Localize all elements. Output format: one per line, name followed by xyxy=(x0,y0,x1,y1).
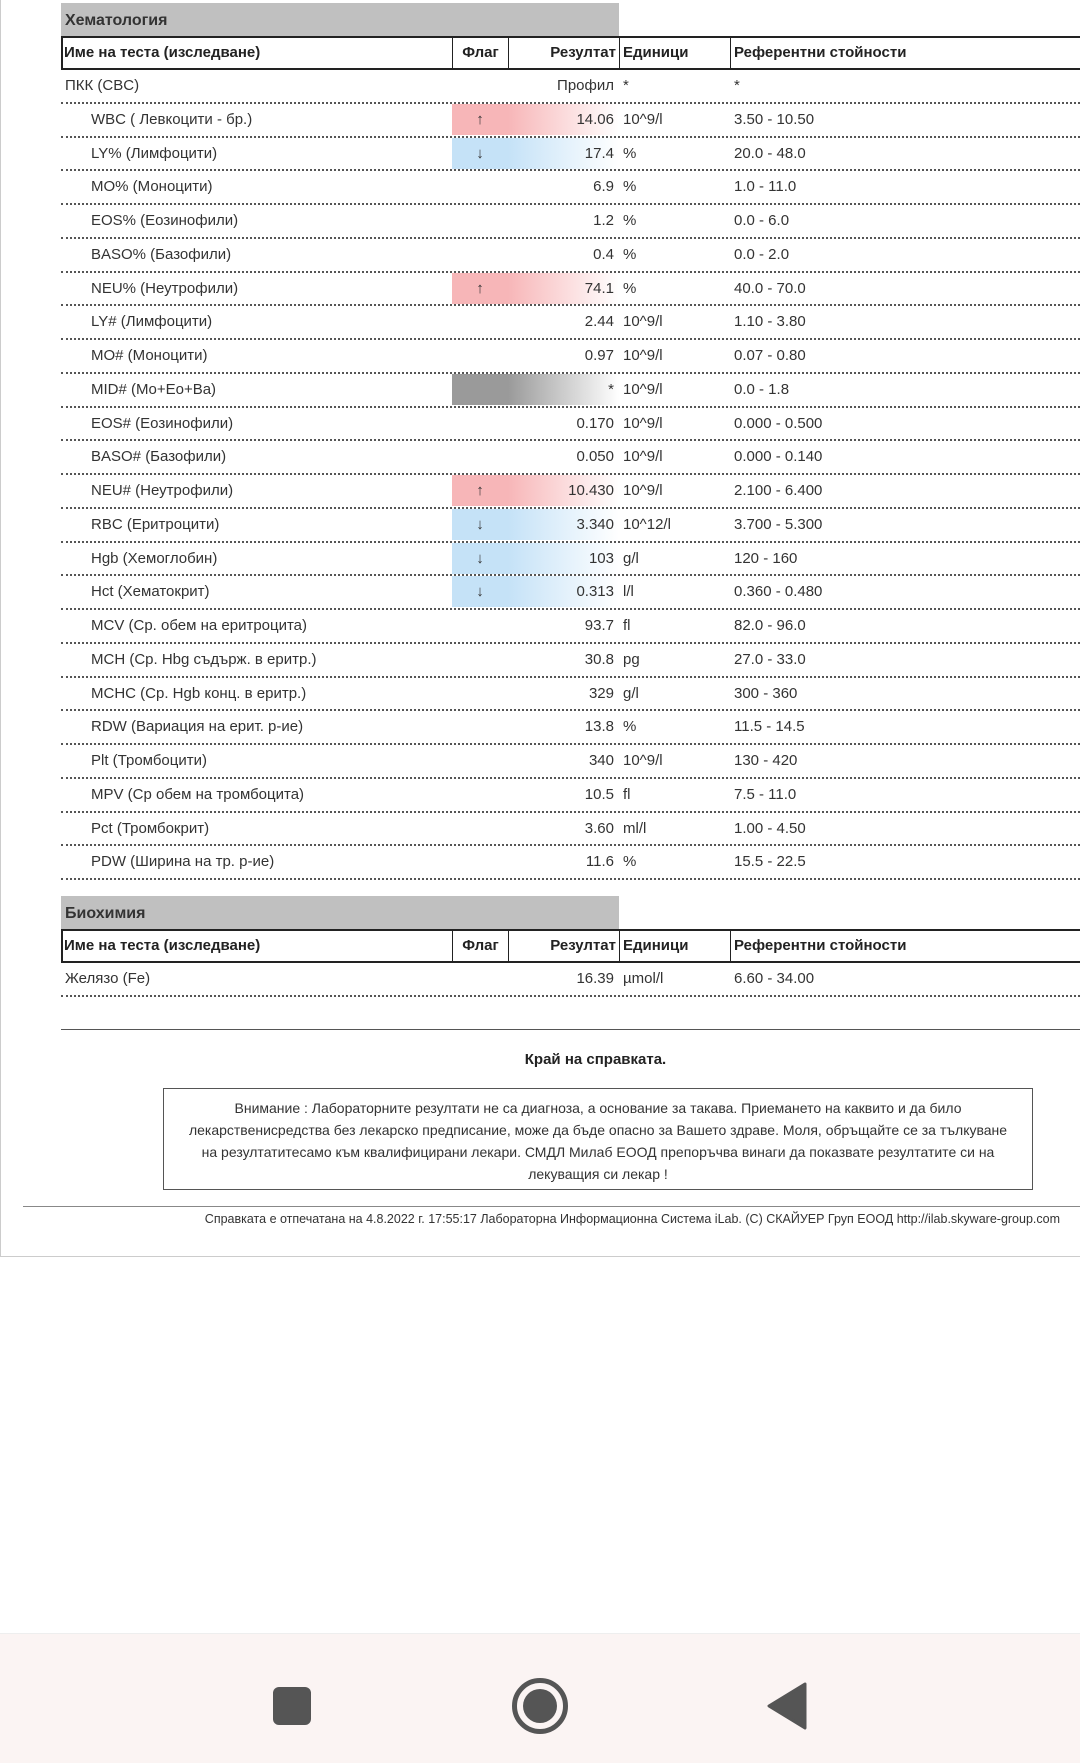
flag-cell xyxy=(452,610,508,641)
units: % xyxy=(623,853,637,871)
units: 10^9/l xyxy=(623,448,663,466)
col-name: Име на теста (изследване) xyxy=(64,44,261,61)
flag-cell: ↑ xyxy=(452,475,508,506)
col-name: Име на теста (изследване) xyxy=(64,937,261,954)
home-button[interactable] xyxy=(510,1676,570,1736)
result-value: * xyxy=(508,374,619,405)
units: 10^9/l xyxy=(623,482,663,499)
table-row xyxy=(61,678,1080,712)
result-value: 11.6 xyxy=(585,853,614,871)
circle-icon xyxy=(512,1678,568,1734)
flag-cell xyxy=(452,813,508,844)
test-name: MO# (Моноцити) xyxy=(91,347,208,364)
flag-cell: ↑ xyxy=(452,104,508,135)
units: fl xyxy=(623,617,631,634)
flag-cell xyxy=(452,711,508,742)
units: µmol/l xyxy=(623,970,664,987)
col-result: Резултат xyxy=(508,931,619,961)
table-row xyxy=(61,273,1080,307)
col-flag: Флаг xyxy=(452,931,508,961)
result-value: 329 xyxy=(588,684,614,702)
flag-cell xyxy=(452,239,508,270)
table-row xyxy=(61,813,1080,847)
table-row xyxy=(61,306,1080,340)
table-header-hematology xyxy=(61,36,1080,70)
result-value: 17.4 xyxy=(508,138,619,169)
table-row xyxy=(61,340,1080,374)
test-name: MCV (Ср. обем на еритроцита) xyxy=(91,617,308,634)
reference-range: 82.0 - 96.0 xyxy=(734,617,806,634)
table-row xyxy=(61,610,1080,644)
android-nav-bar xyxy=(0,1633,1080,1763)
test-name: BASO% (Базофили) xyxy=(91,245,232,263)
result-value: 0.97 xyxy=(584,347,614,364)
reference-range: 15.5 - 22.5 xyxy=(734,853,806,871)
back-button[interactable] xyxy=(757,1676,817,1736)
units: % xyxy=(623,718,637,736)
table-row xyxy=(61,644,1080,678)
col-flag: Флаг xyxy=(452,38,508,68)
flag-cell xyxy=(452,340,508,371)
table-row xyxy=(61,408,1080,442)
test-name: MCHC (Ср. Hgb конц. в еритр.) xyxy=(91,684,307,702)
reference-range: 0.07 - 0.80 xyxy=(734,347,806,364)
reference-range: 27.0 - 33.0 xyxy=(734,650,806,668)
reference-range: 7.5 - 11.0 xyxy=(734,785,797,803)
test-name: LY# (Лимфоцити) xyxy=(91,313,213,331)
units: 10^9/l xyxy=(623,313,663,331)
table-row xyxy=(61,104,1080,138)
units: % xyxy=(623,245,637,263)
divider xyxy=(61,1029,1080,1030)
recent-apps-button[interactable] xyxy=(262,1676,322,1736)
table-row xyxy=(61,745,1080,779)
flag-cell xyxy=(452,963,508,994)
result-value: 74.1 xyxy=(508,273,619,304)
square-icon xyxy=(273,1687,311,1725)
test-name: Hct (Хематокрит) xyxy=(91,583,210,601)
col-ref: Референтни стойности xyxy=(730,931,1080,961)
test-name: Pct (Тромбокрит) xyxy=(91,819,210,837)
result-value: 14.06 xyxy=(508,104,619,135)
flag-cell xyxy=(452,205,508,236)
result-value: 0.4 xyxy=(593,245,614,263)
units: pg xyxy=(623,650,640,668)
result-value: 1.2 xyxy=(593,212,614,229)
flag-cell xyxy=(452,644,508,675)
table-row xyxy=(61,576,1080,610)
flag-cell: ↓ xyxy=(452,138,508,169)
reference-range: 120 - 160 xyxy=(734,549,798,567)
reference-range: * xyxy=(734,77,740,94)
reference-range: 40.0 - 70.0 xyxy=(734,279,806,297)
units: 10^9/l xyxy=(623,752,663,769)
triangle-back-icon xyxy=(765,1682,809,1730)
reference-range: 0.0 - 1.8 xyxy=(734,380,790,398)
reference-range: 0.360 - 0.480 xyxy=(734,583,823,601)
units: % xyxy=(623,212,637,229)
test-name: MID# (Mo+Eo+Ba) xyxy=(91,380,217,398)
table-row xyxy=(61,475,1080,509)
result-value: 2.44 xyxy=(584,313,614,331)
reference-range: 0.000 - 0.500 xyxy=(734,414,823,432)
result-value: 0.313 xyxy=(508,576,619,607)
units: 10^9/l xyxy=(623,380,663,398)
test-name: RBC (Еритроцити) xyxy=(91,515,220,533)
col-ref: Референтни стойности xyxy=(730,38,1080,68)
result-value: 3.60 xyxy=(584,819,614,837)
reference-range: 3.700 - 5.300 xyxy=(734,515,823,533)
test-name: Plt (Тромбоцити) xyxy=(91,752,207,769)
units: % xyxy=(623,144,637,162)
units: % xyxy=(623,279,637,297)
reference-range: 2.100 - 6.400 xyxy=(734,482,823,499)
reference-range: 1.00 - 4.50 xyxy=(734,819,806,837)
reference-range: 0.000 - 0.140 xyxy=(734,448,823,466)
test-name: WBC ( Левкоцити - бр.) xyxy=(91,110,253,128)
result-value: 30.8 xyxy=(584,650,614,668)
test-name: Желязо (Fe) xyxy=(65,970,151,987)
result-value: 3.340 xyxy=(508,509,619,540)
units: % xyxy=(623,178,637,196)
result-value: 10.5 xyxy=(584,785,614,803)
col-units: Единици xyxy=(619,38,730,68)
flag-cell xyxy=(452,171,508,202)
reference-range: 300 - 360 xyxy=(734,684,798,702)
print-footer: Справката е отпечатана на 4.8.2022 г. 17:55:17 Лабораторна Информационна Система iLab. (C) СКАЙУЕР Груп ЕООД http://ilab.skyware-group.com xyxy=(23,1206,1080,1226)
test-name: MCH (Ср. Hbg съдърж. в еритр.) xyxy=(91,650,317,668)
col-units: Единици xyxy=(619,931,730,961)
units: 10^9/l xyxy=(623,110,663,128)
flag-cell: ↓ xyxy=(452,576,508,607)
units: 10^9/l xyxy=(623,414,663,432)
flag-cell xyxy=(452,779,508,810)
end-of-report: Край на справката. xyxy=(524,1051,667,1068)
table-row xyxy=(61,543,1080,577)
result-value: 340 xyxy=(588,752,614,769)
flag-cell xyxy=(452,441,508,472)
units: g/l xyxy=(623,684,639,702)
result-value: 0.050 xyxy=(576,448,614,466)
flag-cell xyxy=(452,306,508,337)
result-value: 0.170 xyxy=(576,414,614,432)
table-row xyxy=(61,441,1080,475)
flag-cell: ↑ xyxy=(452,273,508,304)
test-name: EOS% (Еозинофили) xyxy=(91,212,239,229)
test-name: LY% (Лимфоцити) xyxy=(91,144,218,162)
col-result: Резултат xyxy=(508,38,619,68)
test-name: Hgb (Хемоглобин) xyxy=(91,549,218,567)
result-value: Профил xyxy=(557,77,614,94)
test-name: RDW (Вариация на ерит. р-ие) xyxy=(91,718,304,736)
table-row xyxy=(61,846,1080,880)
flag-cell xyxy=(452,374,508,405)
flag-cell xyxy=(452,846,508,877)
units: 10^12/l xyxy=(623,515,671,533)
disclaimer-notice: Внимание : Лабораторните резултати не са диагноза, а основание за такава. Приемането на каквито и да било лекарственисредства без лекарско предписание, може да бъде опасно за Вашето здраве. Моля, обръщайте се за тълкуване на резултатитесамо към квалифицирани лекари. СМДЛ Милаб ЕООД препоръчва винаги да показвате резултатите си на лекуващия си лекар ! xyxy=(163,1088,1033,1190)
table-row xyxy=(61,374,1080,408)
result-value: 103 xyxy=(508,543,619,574)
flag-cell: ↓ xyxy=(452,543,508,574)
table-row xyxy=(61,779,1080,813)
test-name: NEU# (Неутрофили) xyxy=(91,482,234,499)
test-name: ПКК (CBC) xyxy=(65,77,140,94)
reference-range: 1.0 - 11.0 xyxy=(734,178,797,196)
reference-range: 20.0 - 48.0 xyxy=(734,144,806,162)
reference-range: 0.0 - 2.0 xyxy=(734,245,790,263)
result-value: 6.9 xyxy=(593,178,614,196)
test-name: MO% (Моноцити) xyxy=(91,178,213,196)
units: ml/l xyxy=(623,819,647,837)
table-row xyxy=(61,138,1080,172)
reference-range: 11.5 - 14.5 xyxy=(734,718,805,736)
units: * xyxy=(623,77,629,94)
table-row xyxy=(61,70,1080,104)
flag-cell xyxy=(452,678,508,709)
test-name: PDW (Ширина на тр. р-ие) xyxy=(91,853,275,871)
reference-range: 1.10 - 3.80 xyxy=(734,313,806,331)
table-row xyxy=(61,711,1080,745)
test-name: EOS# (Еозинофили) xyxy=(91,414,234,432)
table-row xyxy=(61,171,1080,205)
table-header-biochemistry xyxy=(61,929,1080,963)
section-title-hematology: Хематология xyxy=(61,3,619,36)
reference-range: 130 - 420 xyxy=(734,752,798,769)
flag-cell xyxy=(452,408,508,439)
flag-cell xyxy=(452,745,508,776)
test-name: BASO# (Базофили) xyxy=(91,448,227,466)
reference-range: 3.50 - 10.50 xyxy=(734,110,815,128)
table-row xyxy=(61,963,1080,997)
test-name: MPV (Ср обем на тромбоцита) xyxy=(91,785,305,803)
result-value: 10.430 xyxy=(508,475,619,506)
units: l/l xyxy=(623,583,634,601)
section-title-biochemistry: Биохимия xyxy=(61,896,619,929)
flag-cell: ↓ xyxy=(452,509,508,540)
reference-range: 0.0 - 6.0 xyxy=(734,212,790,229)
table-row xyxy=(61,509,1080,543)
units: g/l xyxy=(623,549,639,567)
units: fl xyxy=(623,785,631,803)
table-row xyxy=(61,205,1080,239)
flag-cell xyxy=(452,70,508,101)
result-value: 93.7 xyxy=(584,617,614,634)
test-name: NEU% (Неутрофили) xyxy=(91,279,239,297)
table-row xyxy=(61,239,1080,273)
result-value: 16.39 xyxy=(576,970,614,987)
result-value: 13.8 xyxy=(584,718,614,736)
reference-range: 6.60 - 34.00 xyxy=(734,970,815,987)
units: 10^9/l xyxy=(623,347,663,364)
